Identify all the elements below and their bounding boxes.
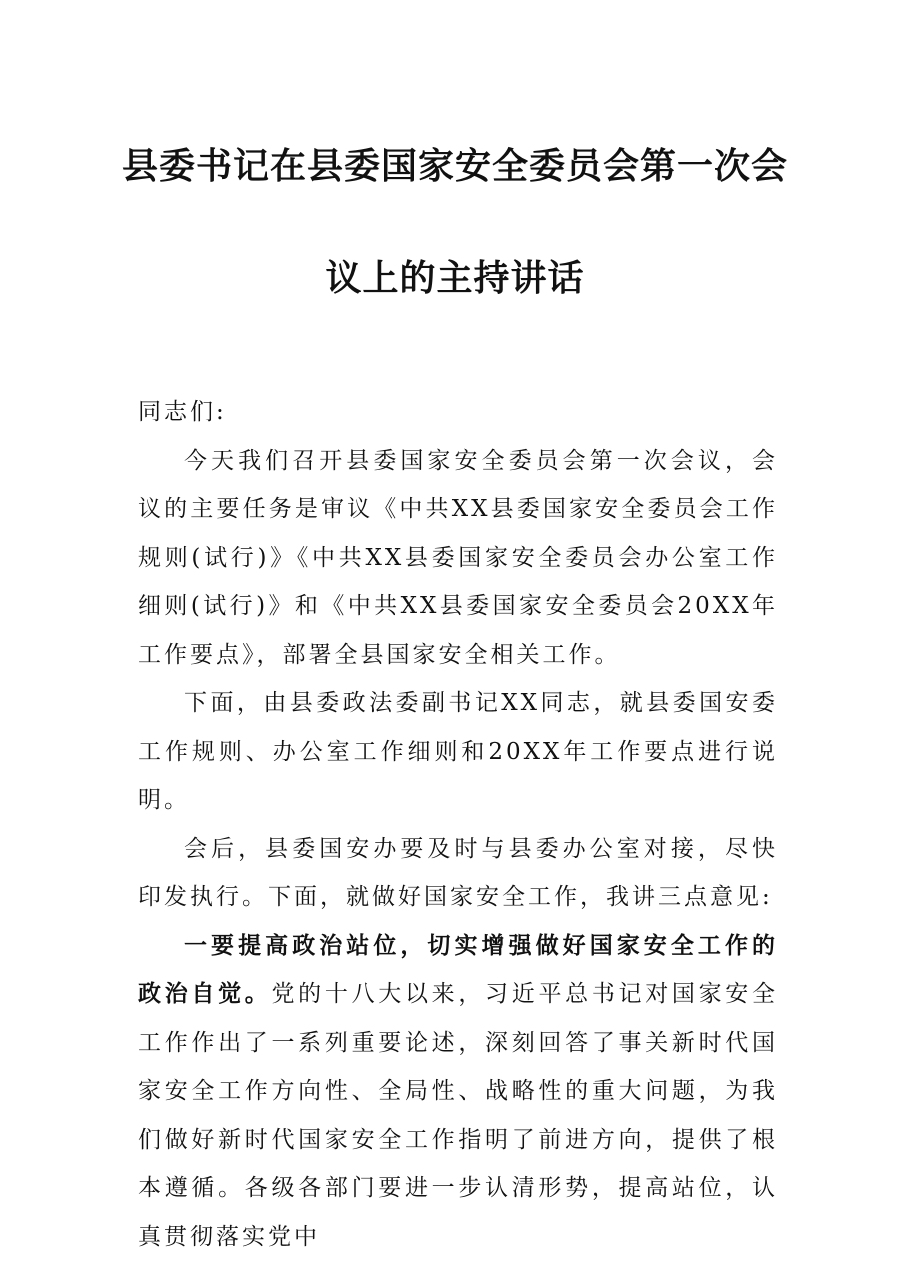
salutation: 同志们: [138,399,227,425]
document-title-line-1: 县委书记在县委国家安全委员会第一次会 [121,145,788,187]
paragraph-follow-up: 会后，县委国安办要及时与县委办公室对接，尽快印发执行。下面，就做好国家安全工作，我讲三点意见: [138,835,778,910]
paragraph-meeting-purpose: 今天我们召开县委国家安全委员会第一次会议，会议的主要任务是审议《中共XX县委国家安全委员会工作规则(试行)》《中共XX县委国家安全委员会办公室工作细则(试行)》和《中共XX县委国家安全委员会20XX年工作要点》，部署全县国家安全相关工作。 [138,447,778,668]
paragraph-explanation: 下面，由县委政法委副书记XX同志，就县委国安委工作规则、办公室工作细则和20XX年工作要点进行说明。 [138,690,778,813]
document-title-line-2: 议上的主持讲话 [325,257,585,299]
paragraph-point-one [138,922,778,1262]
point-one-heading: 一要提高政治站位，切实增强做好国家安全工作的政治自觉。 [138,931,778,1007]
point-one-text: 党的十八大以来，习近平总书记对国家安全工作作出了一系列重要论述，深刻回答了事关新时代国家安全工作方向性、全局性、战略性的重大问题，为我们做好新时代国家安全工作指明了前进方向，提供了根本遵循。各级各部门要进一步认清形势，提高站位，认真贯彻落实党中 [138,981,779,1250]
document-body [138,388,778,1261]
